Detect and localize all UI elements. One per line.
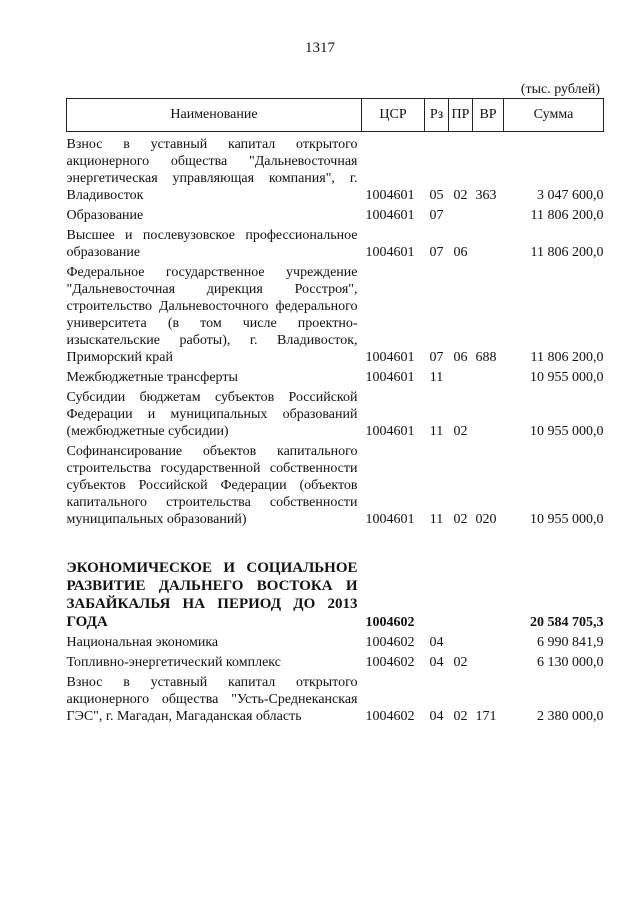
row-sum: 2 380 000,0 bbox=[537, 709, 604, 724]
row-pr: 06 bbox=[453, 245, 468, 260]
row-vr: 363 bbox=[475, 188, 497, 203]
header-pr: ПР bbox=[449, 99, 473, 132]
row-name: Межбюджетные трансферты bbox=[66, 370, 238, 385]
row-rz: 11 bbox=[429, 512, 444, 527]
row-name: ЭКОНОМИЧЕСКОЕ И СОЦИАЛЬНОЕ РАЗВИТИЕ ДАЛЬНЕГО ВОСТОКА И ЗАБАЙКАЛЬЯ НА ПЕРИОД ДО 2013 ГОДА bbox=[66, 560, 358, 630]
page-number: 1317 bbox=[305, 40, 335, 56]
row-csr: 1004602 bbox=[365, 615, 415, 630]
row-pr: 02 bbox=[453, 512, 468, 527]
header-vr: ВР bbox=[473, 99, 504, 132]
row-vr: 020 bbox=[475, 512, 497, 527]
row-sum: 10 955 000,0 bbox=[530, 512, 604, 527]
table-row bbox=[67, 207, 604, 227]
row-csr: 1004601 bbox=[365, 245, 415, 260]
table-row bbox=[67, 369, 604, 389]
row-sum: 10 955 000,0 bbox=[530, 424, 604, 439]
row-sum: 6 990 841,9 bbox=[537, 635, 604, 650]
row-vr bbox=[473, 207, 504, 227]
row-sum: 11 806 200,0 bbox=[530, 350, 604, 365]
row-rz: 07 bbox=[429, 350, 444, 365]
table-row bbox=[67, 674, 604, 728]
row-vr: 171 bbox=[475, 709, 497, 724]
row-csr: 1004601 bbox=[365, 208, 415, 223]
table-row bbox=[67, 634, 604, 654]
units-label: (тыс. рублей) bbox=[520, 82, 600, 97]
budget-table bbox=[66, 98, 604, 728]
row-name: Топливно-энергетический комплекс bbox=[66, 655, 281, 670]
table-row bbox=[67, 654, 604, 674]
table-row bbox=[67, 443, 604, 531]
row-sum: 11 806 200,0 bbox=[530, 245, 604, 260]
row-name: Национальная экономика bbox=[66, 635, 219, 650]
header-sum: Сумма bbox=[504, 99, 604, 132]
row-name: Взнос в уставный капитал открытого акционерного общества "Усть-Среднеканская ГЭС", г. Магадан, Магаданская область bbox=[66, 675, 358, 724]
table-row bbox=[67, 227, 604, 264]
row-csr: 1004602 bbox=[365, 655, 415, 670]
row-name: Образование bbox=[66, 208, 144, 223]
row-rz: 11 bbox=[429, 424, 444, 439]
header-name: Наименование bbox=[67, 99, 362, 132]
row-csr: 1004602 bbox=[365, 709, 415, 724]
table-row bbox=[67, 264, 604, 369]
row-rz: 04 bbox=[429, 709, 444, 724]
row-csr: 1004602 bbox=[365, 635, 415, 650]
row-csr: 1004601 bbox=[365, 188, 415, 203]
row-name: Субсидии бюджетам субъектов Российской Федерации и муниципальных образований (межбюджетные субсидии) bbox=[66, 390, 358, 439]
section-row bbox=[67, 559, 604, 634]
section-spacer bbox=[67, 531, 604, 559]
row-pr: 02 bbox=[453, 655, 468, 670]
row-pr bbox=[449, 369, 473, 389]
row-name: Софинансирование объектов капитального строительства государственной собственности субъектов Российской Федерации (объектов капитального строительства собственности муниципальных образований) bbox=[66, 444, 358, 527]
spacer-cell bbox=[67, 531, 604, 559]
row-rz: 05 bbox=[429, 188, 444, 203]
row-pr: 02 bbox=[453, 709, 468, 724]
row-pr bbox=[449, 559, 473, 634]
row-rz: 04 bbox=[429, 635, 444, 650]
row-rz bbox=[425, 559, 449, 634]
row-sum: 11 806 200,0 bbox=[530, 208, 604, 223]
row-pr: 06 bbox=[453, 350, 468, 365]
row-vr bbox=[473, 559, 504, 634]
row-sum: 3 047 600,0 bbox=[537, 188, 604, 203]
row-pr: 02 bbox=[453, 188, 468, 203]
row-name: Федеральное государственное учреждение "Дальневосточная дирекция Росстроя", строительство Дальневосточного федерального университета (в том числе проектно-изыскательские работы), г. Владивосток, Приморский край bbox=[66, 265, 358, 365]
row-rz: 07 bbox=[429, 245, 444, 260]
row-pr bbox=[449, 634, 473, 654]
row-csr: 1004601 bbox=[365, 424, 415, 439]
row-sum: 10 955 000,0 bbox=[530, 370, 604, 385]
row-csr: 1004601 bbox=[365, 370, 415, 385]
table-row bbox=[67, 389, 604, 443]
row-rz: 04 bbox=[429, 655, 444, 670]
row-vr bbox=[473, 654, 504, 674]
row-vr: 688 bbox=[475, 350, 497, 365]
row-vr bbox=[473, 634, 504, 654]
row-name: Взнос в уставный капитал открытого акционерного общества "Дальневосточная энергетическая управляющая компания", г. Владивосток bbox=[66, 137, 358, 203]
row-pr: 02 bbox=[453, 424, 468, 439]
row-sum: 20 584 705,3 bbox=[530, 615, 604, 630]
row-csr: 1004601 bbox=[365, 350, 415, 365]
row-vr bbox=[473, 369, 504, 389]
table-row bbox=[67, 132, 604, 208]
row-csr: 1004601 bbox=[365, 512, 415, 527]
row-name: Высшее и послевузовское профессиональное образование bbox=[66, 228, 358, 260]
row-vr bbox=[473, 227, 504, 264]
header-rz: Рз bbox=[425, 99, 449, 132]
row-vr bbox=[473, 389, 504, 443]
header-csr: ЦСР bbox=[362, 99, 425, 132]
row-rz: 11 bbox=[429, 370, 444, 385]
table-header-row bbox=[67, 99, 604, 132]
row-pr bbox=[449, 207, 473, 227]
row-sum: 6 130 000,0 bbox=[537, 655, 604, 670]
row-rz: 07 bbox=[429, 208, 444, 223]
